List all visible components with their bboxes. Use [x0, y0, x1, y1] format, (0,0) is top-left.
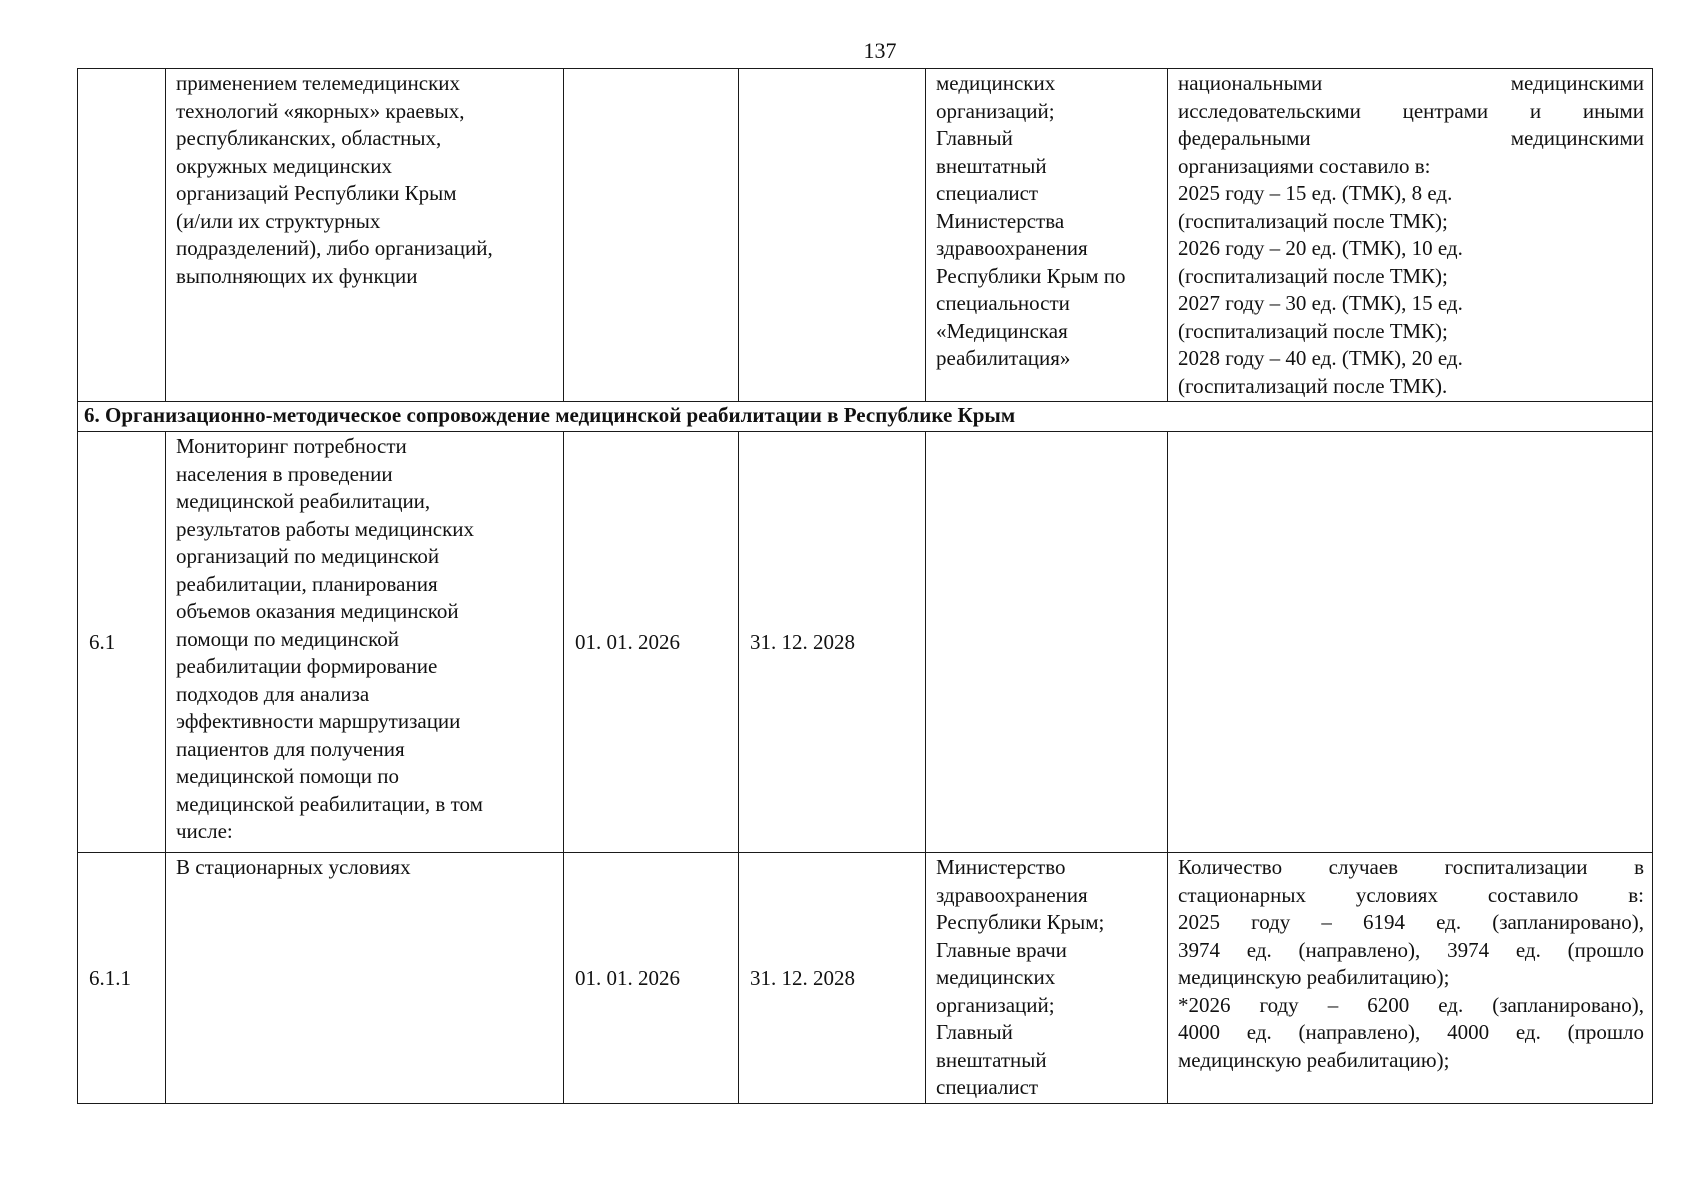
- cell-end-date: 31. 12. 2028: [739, 432, 926, 853]
- text-line: объемов оказания медицинской: [176, 599, 459, 623]
- text-line: 3974 ед. (направлено), 3974 ед. (прошло: [1178, 937, 1644, 962]
- text-line: медицинской реабилитации,: [176, 489, 431, 513]
- result-text: [1178, 70, 1644, 400]
- text-line: результатов работы медицинских: [176, 516, 475, 541]
- text-line: Главный: [936, 1020, 1013, 1044]
- table-row-6-1-1: [78, 853, 1653, 1104]
- text-line: технологий «якорных» краевых,: [176, 98, 465, 123]
- text-line: 2028 году – 40 ед. (ТМК), 20 ед.: [1178, 346, 1463, 370]
- cell-start-date: [564, 69, 739, 402]
- text-line: реабилитации, планирования: [176, 571, 438, 596]
- table-row-6-1: [78, 432, 1653, 853]
- text-line: медицинскую реабилитацию);: [1178, 1047, 1450, 1072]
- cell-end-date: [739, 69, 926, 402]
- text-line: организаций;: [936, 992, 1055, 1017]
- text-line: республиканских, областных,: [176, 126, 442, 150]
- cell-number: [78, 69, 166, 402]
- text-line: Главные врачи: [936, 937, 1067, 962]
- text-line: Количество случаев госпитализации в: [1178, 855, 1644, 879]
- text-line: (госпитализаций после ТМК).: [1178, 373, 1448, 398]
- result-text: [1178, 854, 1644, 1074]
- cell-end-date: 31. 12. 2028: [739, 853, 926, 1104]
- text-line: здравоохранения: [936, 236, 1088, 260]
- measure-text: [176, 433, 555, 846]
- cell-result: [1168, 853, 1653, 1104]
- activities-table: [77, 68, 1653, 1104]
- text-line: внештатный: [936, 153, 1047, 178]
- cell-number: 6.1: [78, 432, 166, 853]
- cell-result: [1168, 69, 1653, 402]
- text-line: федеральными медицинскими: [1178, 126, 1644, 150]
- text-line: помощи по медицинской: [176, 626, 399, 651]
- text-line: 4000 ед. (направлено), 4000 ед. (прошло: [1178, 1020, 1644, 1044]
- text-line: (госпитализаций после ТМК);: [1178, 208, 1448, 233]
- text-line: реабилитация»: [936, 346, 1071, 370]
- text-line: эффективности маршрутизации: [176, 709, 461, 733]
- text-line: *2026 году – 6200 ед. (запланировано),: [1178, 992, 1644, 1017]
- text-line: организациями составило в:: [1178, 153, 1431, 178]
- text-line: подходов для анализа: [176, 681, 370, 706]
- text-line: Министерства: [936, 208, 1065, 233]
- cell-result: [1168, 432, 1653, 853]
- text-line: организаций Республики Крым: [176, 181, 457, 205]
- text-line: пациентов для получения: [176, 736, 405, 761]
- text-line: населения в проведении: [176, 461, 393, 486]
- measure-text: [176, 70, 555, 290]
- text-line: (госпитализаций после ТМК);: [1178, 318, 1448, 343]
- text-line: «Медицинская: [936, 318, 1068, 343]
- text-line: 2026 году – 20 ед. (ТМК), 10 ед.: [1178, 236, 1463, 260]
- responsible-text: [936, 70, 1159, 373]
- cell-number: 6.1.1: [78, 853, 166, 1104]
- cell-start-date: 01. 01. 2026: [564, 432, 739, 853]
- text-line: организаций;: [936, 98, 1055, 123]
- text-line: Республики Крым;: [936, 910, 1105, 934]
- text-line: медицинских: [936, 71, 1056, 95]
- text-line: стационарных условиях составило в:: [1178, 882, 1644, 907]
- page-number: 137: [863, 38, 897, 63]
- text-line: применением телемедицинских: [176, 71, 461, 95]
- text-line: Главный: [936, 126, 1013, 150]
- cell-measure: [166, 69, 564, 402]
- text-line: организаций по медицинской: [176, 544, 440, 568]
- text-line: 2025 году – 15 ед. (ТМК), 8 ед.: [1178, 181, 1453, 205]
- text-line: окружных медицинских: [176, 153, 392, 178]
- text-line: исследовательскими центрами и иными: [1178, 98, 1644, 123]
- responsible-text: [936, 854, 1159, 1102]
- cell-measure: В стационарных условиях: [166, 853, 564, 1104]
- section-title: 6. Организационно-методическое сопровождение медицинской реабилитации в Республике Крым: [78, 402, 1653, 432]
- text-line: национальными медицинскими: [1178, 71, 1644, 95]
- text-line: медицинской реабилитации, в том: [176, 791, 483, 816]
- table-row-continued: [78, 69, 1653, 402]
- text-line: подразделений), либо организаций,: [176, 236, 493, 260]
- text-line: Министерство: [936, 855, 1066, 879]
- text-line: медицинской помощи по: [176, 764, 399, 788]
- text-line: специалист: [936, 181, 1039, 205]
- text-line: медицинских: [936, 965, 1056, 989]
- text-line: внештатный: [936, 1047, 1047, 1072]
- cell-responsible: [926, 853, 1168, 1104]
- text-line: Республики Крым по: [936, 263, 1126, 288]
- text-line: реабилитации формирование: [176, 654, 438, 678]
- text-line: здравоохранения: [936, 882, 1088, 907]
- text-line: 2027 году – 30 ед. (ТМК), 15 ед.: [1178, 291, 1463, 315]
- text-line: (и/или их структурных: [176, 208, 381, 233]
- cell-start-date: 01. 01. 2026: [564, 853, 739, 1104]
- text-line: числе:: [176, 819, 233, 843]
- text-line: специалист: [936, 1075, 1039, 1099]
- cell-measure: [166, 432, 564, 853]
- section-header-row: [78, 402, 1653, 432]
- text-line: 2025 году – 6194 ед. (запланировано),: [1178, 910, 1644, 934]
- text-line: (госпитализаций после ТМК);: [1178, 263, 1448, 288]
- text-line: выполняющих их функции: [176, 263, 418, 288]
- text-line: Мониторинг потребности: [176, 434, 407, 458]
- text-line: медицинскую реабилитацию);: [1178, 965, 1450, 989]
- cell-responsible: [926, 69, 1168, 402]
- cell-responsible: [926, 432, 1168, 853]
- text-line: специальности: [936, 291, 1070, 315]
